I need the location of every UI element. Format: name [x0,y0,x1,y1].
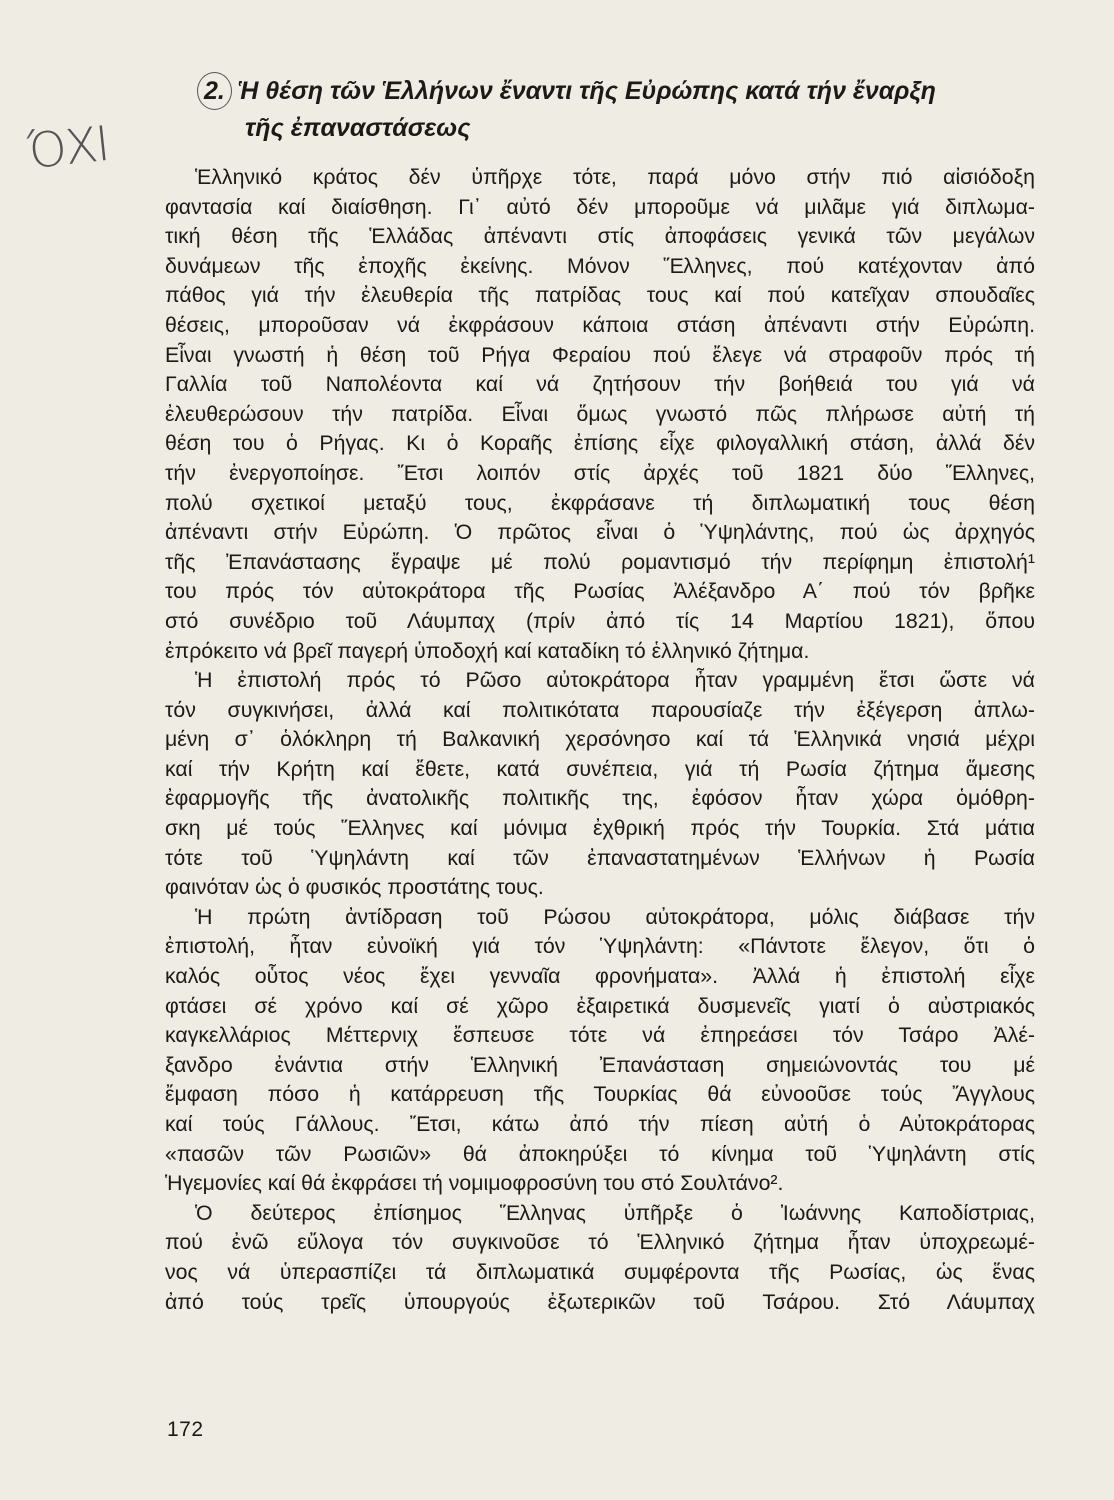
body-line: θέση του ὁ Ρήγας. Κι ὁ Κοραῆς ἐπίσης εἶχε φιλογαλλική στάση, ἀλλά δέν [165,431,1035,456]
body-line: καί τήν Κρήτη καί ἔθετε, κατά συνέπεια, γιά τή Ρωσία ζήτημα ἄμεσης [165,756,1035,781]
body-line: τόν συγκινήσει, ἀλλά καί πολιτικότατα παρουσίαζε τήν ἐξέγερση ἁπλω- [165,697,1035,722]
body-line: του πρός τόν αὐτοκράτορα τῆς Ρωσίας Ἀλέξανδρο Α΄ πού τόν βρῆκε [165,579,1035,604]
body-line: φτάσει σέ χρόνο καί σέ χῶρο ἐξαιρετικά δυσμενεῖς γιατί ὁ αὐστριακός [165,993,1035,1018]
body-line: Ἡ πρώτη ἀντίδραση τοῦ Ρώσου αὐτοκράτορα, μόλις διάβασε τήν [195,904,1035,929]
body-line: Ἡ ἐπιστολή πρός τό Ρῶσο αὐτοκράτορα ἦταν γραμμένη ἔτσι ὥστε νά [195,668,1035,693]
body-text [165,163,1035,1317]
body-line: δυνάμεων τῆς ἐποχῆς ἐκείνης. Μόνον Ἕλληνες, πού κατέχονταν ἀπό [165,253,1035,278]
body-line: τήν ἐνεργοποίησε. Ἔτσι λοιπόν στίς ἀρχές τοῦ 1821 δύο Ἕλληνες, [165,460,1035,485]
handwritten-margin-note: ΌΧΙ [25,115,111,181]
body-line: Ἡγεμονίες καί θά ἐκφράσει τή νομιμοφροσύνη του στό Σουλτάνο². [165,1171,784,1196]
body-line: ἀπέναντι στήν Εὐρώπη. Ὁ πρῶτος εἶναι ὁ Ὑψηλάντης, πού ὡς ἀρχηγός [165,520,1035,545]
body-line: ἐπιστολή, ἦταν εὐνοϊκή γιά τόν Ὑψηλάντη: «Πάντοτε ἔλεγον, ὅτι ὁ [165,934,1035,959]
body-line: τική θέση τῆς Ἑλλάδας ἀπέναντι στίς ἀποφάσεις γενικά τῶν μεγάλων [165,224,1035,249]
body-line: Εἶναι γνωστή ἡ θέση τοῦ Ρήγα Φεραίου πού ἔλεγε νά στραφοῦν πρός τή [165,342,1035,367]
section-number: 2. [197,72,232,110]
body-line: Ἑλληνικό κράτος δέν ὑπῆρχε τότε, παρά μόνο στήν πιό αἰσιόδοξη [195,165,1035,189]
section-heading [197,72,1057,146]
body-line: ξανδρο ἐνάντια στήν Ἑλληνική Ἐπανάσταση σημειώνοντάς του μέ [165,1052,1035,1077]
body-line: σκη μέ τούς Ἕλληνες καί μόνιμα ἐχθρική πρός τήν Τουρκία. Στά μάτια [165,816,1035,841]
body-line: ἐλευθερώσουν τήν πατρίδα. Εἶναι ὅμως γνωστό πῶς πλήρωσε αὐτή τή [165,401,1035,426]
body-line: ἐφαρμογῆς τῆς ἀνατολικῆς πολιτικῆς της, ἐφόσον ἦταν χώρα ὁμόθρη- [165,786,1035,811]
body-line: καί τούς Γάλλους. Ἔτσι, κάτω ἀπό τήν πίεση αὐτή ὁ Αὐτοκράτορας [165,1112,1035,1136]
body-line: πάθος γιά τήν ἐλευθερία τῆς πατρίδας τους καί πού κατεῖχαν σπουδαῖες [165,283,1035,308]
body-line: Ὁ δεύτερος ἐπίσημος Ἕλληνας ὑπῆρξε ὁ Ἰωάννης Καποδίστριας, [195,1200,1035,1225]
body-line: θέσεις, μποροῦσαν νά ἐκφράσουν κάποια στάση ἀπέναντι στήν Εὐρώπη. [165,312,1035,337]
body-line: πού ἐνῶ εὔλογα τόν συγκινοῦσε τό Ἑλληνικό ζήτημα ἦταν ὑποχρεωμέ- [165,1230,1035,1255]
body-line: ἀπό τούς τρεῖς ὑπουργούς ἐξωτερικῶν τοῦ Τσάρου. Στό Λάυμπαχ [165,1289,1035,1314]
body-line: τότε τοῦ Ὑψηλάντη καί τῶν ἐπαναστατημένων Ἑλλήνων ἡ Ρωσία [165,845,1035,870]
body-line: μένη σ᾽ ὁλόκληρη τή Βαλκανική χερσόνησο καί τά Ἑλληνικά νησιά μέχρι [165,727,1035,752]
body-line: τῆς Ἐπανάστασης ἔγραψε μέ πολύ ρομαντισμό τήν περίφημη ἐπιστολή¹ [165,549,1035,574]
body-line: «πασῶν τῶν Ρωσιῶν» θά ἀποκηρύξει τό κίνημα τοῦ Ὑψηλάντη στίς [165,1141,1035,1166]
body-line: πολύ σχετικοί μεταξύ τους, ἐκφράσανε τή διπλωματική τους θέση [165,490,1035,515]
heading-line-2: τῆς ἐπαναστάσεως [245,114,471,142]
body-line: ἔμφαση πόσο ἡ κατάρρευση τῆς Τουρκίας θά εὐνοοῦσε τούς Ἄγγλους [165,1082,1035,1107]
body-line: ἐπρόκειτο νά βρεῖ παγερή ὑποδοχή καί καταδίκη τό ἑλληνικό ζήτημα. [165,638,810,663]
body-line: στό συνέδριο τοῦ Λάυμπαχ (πρίν ἀπό τίς 14 Μαρτίου 1821), ὅπου [165,608,1035,633]
body-line: νος νά ὑπερασπίζει τά διπλωματικά συμφέροντα τῆς Ρωσίας, ὡς ἕνας [165,1259,1035,1284]
body-line: φαινόταν ὡς ὁ φυσικός προστάτης τους. [165,875,544,900]
body-line: καγκελλάριος Μέττερνιχ ἔσπευσε τότε νά ἐπηρεάσει τόν Τσάρο Ἀλέ- [165,1023,1035,1048]
body-line: φαντασία καί διαίσθηση. Γι᾽ αὐτό δέν μποροῦμε νά μιλᾶμε γιά διπλωμα- [165,194,1035,219]
page-number: 172 [167,1418,204,1441]
body-line: καλός οὗτος νέος ἔχει γενναῖα φρονήματα». Ἀλλά ἡ ἐπιστολή εἶχε [165,964,1035,989]
body-line: Γαλλία τοῦ Ναπολέοντα καί νά ζητήσουν τήν βοήθειά του γιά νά [165,372,1035,397]
heading-line-1: Ἡ θέση τῶν Ἑλλήνων ἔναντι τῆς Εὐρώπης κατά τήν ἔναρξη [237,77,936,105]
